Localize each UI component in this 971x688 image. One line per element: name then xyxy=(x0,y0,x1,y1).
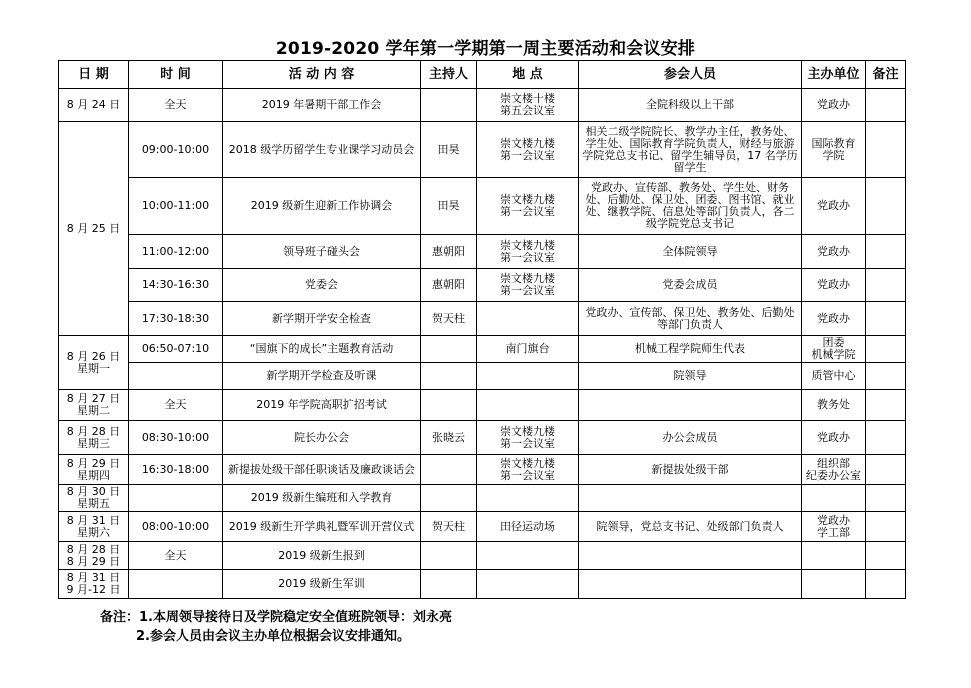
note-cell xyxy=(866,363,906,390)
date-cell: 8 月 28 日 星期三 xyxy=(59,421,129,455)
host-cell xyxy=(421,570,477,599)
time-cell xyxy=(129,363,223,390)
header-organizer: 主办单位 xyxy=(802,61,866,89)
content-cell: 院长办公会 xyxy=(223,421,421,455)
host-cell: 惠朝阳 xyxy=(421,235,477,269)
header-host: 主持人 xyxy=(421,61,477,89)
table-row xyxy=(59,122,906,178)
time-cell: 08:30-10:00 xyxy=(129,421,223,455)
footnotes xyxy=(100,608,452,646)
table-row xyxy=(59,336,906,363)
header-note: 备注 xyxy=(866,61,906,89)
note-cell xyxy=(866,235,906,269)
note-cell xyxy=(866,512,906,542)
attendees-cell: 全院科级以上干部 xyxy=(579,89,802,122)
place-cell: 崇文楼九楼 第一会议室 xyxy=(477,421,579,455)
attendees-cell xyxy=(579,390,802,421)
content-cell: 新提拔处级干部任职谈话及廉政谈话会 xyxy=(223,455,421,485)
table-row xyxy=(59,178,906,235)
organizer-cell: 党政办 xyxy=(802,269,866,302)
place-cell: 崇文楼十楼 第五会议室 xyxy=(477,89,579,122)
organizer-cell: 党政办 xyxy=(802,178,866,235)
time-cell xyxy=(129,570,223,599)
attendees-cell xyxy=(579,485,802,512)
attendees-cell: 相关二级学院院长、教学办主任，教务处、学生处、国际教育学院负责人，财经与旅游学院党总支书记、留学生辅导员，17 名学历留学生 xyxy=(579,122,802,178)
table-row xyxy=(59,542,906,570)
table-row xyxy=(59,485,906,512)
note-cell xyxy=(866,302,906,336)
host-cell xyxy=(421,542,477,570)
place-cell xyxy=(477,485,579,512)
content-cell: 领导班子碰头会 xyxy=(223,235,421,269)
time-cell: 09:00-10:00 xyxy=(129,122,223,178)
note-cell xyxy=(866,455,906,485)
host-cell: 张晓云 xyxy=(421,421,477,455)
date-cell: 8 月 31 日 星期六 xyxy=(59,512,129,542)
note-cell xyxy=(866,336,906,363)
note-cell xyxy=(866,390,906,421)
content-cell: 2018 级学历留学生专业课学习动员会 xyxy=(223,122,421,178)
time-cell: 11:00-12:00 xyxy=(129,235,223,269)
header-row xyxy=(59,61,906,89)
host-cell xyxy=(421,89,477,122)
place-cell: 崇文楼九楼 第一会议室 xyxy=(477,122,579,178)
content-cell: 2019 年暑期干部工作会 xyxy=(223,89,421,122)
content-cell: 2019 级新生报到 xyxy=(223,542,421,570)
organizer-cell: 党政办 xyxy=(802,421,866,455)
organizer-cell: 组织部 纪委办公室 xyxy=(802,455,866,485)
date-cell: 8 月 30 日 星期五 xyxy=(59,485,129,512)
attendees-cell: 党委会成员 xyxy=(579,269,802,302)
place-cell: 崇文楼九楼 第一会议室 xyxy=(477,455,579,485)
table-row xyxy=(59,390,906,421)
organizer-cell xyxy=(802,542,866,570)
table-row xyxy=(59,89,906,122)
place-cell: 南门旗台 xyxy=(477,336,579,363)
date-cell: 8 月 25 日 xyxy=(59,122,129,336)
organizer-cell: 质管中心 xyxy=(802,363,866,390)
organizer-cell: 党政办 xyxy=(802,302,866,336)
attendees-cell: 机械工程学院师生代表 xyxy=(579,336,802,363)
place-cell xyxy=(477,302,579,336)
host-cell xyxy=(421,336,477,363)
attendees-cell: 院领导 xyxy=(579,363,802,390)
page-title: 2019-2020 学年第一学期第一周主要活动和会议安排 xyxy=(275,39,696,59)
host-cell: 惠朝阳 xyxy=(421,269,477,302)
time-cell: 14:30-16:30 xyxy=(129,269,223,302)
place-cell: 田径运动场 xyxy=(477,512,579,542)
time-cell: 全天 xyxy=(129,542,223,570)
host-cell xyxy=(421,363,477,390)
content-cell: 党委会 xyxy=(223,269,421,302)
date-cell: 8 月 27 日 星期二 xyxy=(59,390,129,421)
organizer-cell xyxy=(802,570,866,599)
place-cell: 崇文楼九楼 第一会议室 xyxy=(477,235,579,269)
attendees-cell xyxy=(579,570,802,599)
note-cell xyxy=(866,542,906,570)
table-row xyxy=(59,570,906,599)
place-cell: 崇文楼九楼 第一会议室 xyxy=(477,269,579,302)
attendees-cell: 院领导，党总支书记、处级部门负责人 xyxy=(579,512,802,542)
table-row xyxy=(59,512,906,542)
time-cell: 08:00-10:00 xyxy=(129,512,223,542)
time-cell: 16:30-18:00 xyxy=(129,455,223,485)
place-cell xyxy=(477,363,579,390)
organizer-cell: 党政办 xyxy=(802,89,866,122)
organizer-cell: 教务处 xyxy=(802,390,866,421)
time-cell: 17:30-18:30 xyxy=(129,302,223,336)
note-cell xyxy=(866,89,906,122)
place-cell xyxy=(477,542,579,570)
note-cell xyxy=(866,485,906,512)
date-cell: 8 月 31 日 9 月-12 日 xyxy=(59,570,129,599)
attendees-cell: 党政办、宣传部、保卫处、教务处、后勤处等部门负责人 xyxy=(579,302,802,336)
attendees-cell: 党政办、宣传部、教务处、学生处、财务处、后勤处、保卫处、团委、图书馆、就业处、继教学院、信息处等部门负责人，各二级学院党总支书记 xyxy=(579,178,802,235)
footnote-1: 备注：1.本周领导接待日及学院稳定安全值班院领导：刘永亮 xyxy=(100,610,452,625)
organizer-cell: 国际教育 学院 xyxy=(802,122,866,178)
content-cell: 2019 级新生开学典礼暨军训开营仪式 xyxy=(223,512,421,542)
attendees-cell: 办公会成员 xyxy=(579,421,802,455)
note-cell xyxy=(866,122,906,178)
content-cell: 新学期开学检查及听课 xyxy=(223,363,421,390)
table-row xyxy=(59,302,906,336)
time-cell: 全天 xyxy=(129,89,223,122)
content-cell: 2019 级新生迎新工作协调会 xyxy=(223,178,421,235)
table-row xyxy=(59,363,906,390)
table-row xyxy=(59,455,906,485)
organizer-cell: 党政办 xyxy=(802,235,866,269)
content-cell: 2019 年学院高职扩招考试 xyxy=(223,390,421,421)
attendees-cell: 新提拔处级干部 xyxy=(579,455,802,485)
organizer-cell: 党政办 学工部 xyxy=(802,512,866,542)
note-cell xyxy=(866,178,906,235)
note-cell xyxy=(866,570,906,599)
table-row xyxy=(59,269,906,302)
footnote-2: 2.参会人员由会议主办单位根据会议安排通知。 xyxy=(136,629,410,644)
organizer-cell xyxy=(802,485,866,512)
schedule-table xyxy=(58,60,906,599)
place-cell: 崇文楼九楼 第一会议室 xyxy=(477,178,579,235)
content-cell: 2019 级新生军训 xyxy=(223,570,421,599)
content-cell: 2019 级新生编班和入学教育 xyxy=(223,485,421,512)
header-place: 地 点 xyxy=(477,61,579,89)
host-cell xyxy=(421,485,477,512)
place-cell xyxy=(477,390,579,421)
time-cell: 全天 xyxy=(129,390,223,421)
header-time: 时 间 xyxy=(129,61,223,89)
note-cell xyxy=(866,421,906,455)
date-cell: 8 月 24 日 xyxy=(59,89,129,122)
attendees-cell: 全体院领导 xyxy=(579,235,802,269)
date-cell: 8 月 28 日 8 月 29 日 xyxy=(59,542,129,570)
header-content: 活 动 内 容 xyxy=(223,61,421,89)
content-cell: “国旗下的成长”主题教育活动 xyxy=(223,336,421,363)
header-date: 日 期 xyxy=(59,61,129,89)
host-cell: 贺天柱 xyxy=(421,302,477,336)
date-cell: 8 月 26 日 星期一 xyxy=(59,336,129,390)
organizer-cell: 团委 机械学院 xyxy=(802,336,866,363)
time-cell: 10:00-11:00 xyxy=(129,178,223,235)
header-attendees: 参会人员 xyxy=(579,61,802,89)
content-cell: 新学期开学安全检查 xyxy=(223,302,421,336)
host-cell xyxy=(421,455,477,485)
host-cell: 田昊 xyxy=(421,178,477,235)
note-cell xyxy=(866,269,906,302)
table-row xyxy=(59,421,906,455)
host-cell: 田昊 xyxy=(421,122,477,178)
place-cell xyxy=(477,570,579,599)
host-cell xyxy=(421,390,477,421)
attendees-cell xyxy=(579,542,802,570)
time-cell: 06:50-07:10 xyxy=(129,336,223,363)
table-row xyxy=(59,235,906,269)
host-cell: 贺天柱 xyxy=(421,512,477,542)
time-cell xyxy=(129,485,223,512)
date-cell: 8 月 29 日 星期四 xyxy=(59,455,129,485)
